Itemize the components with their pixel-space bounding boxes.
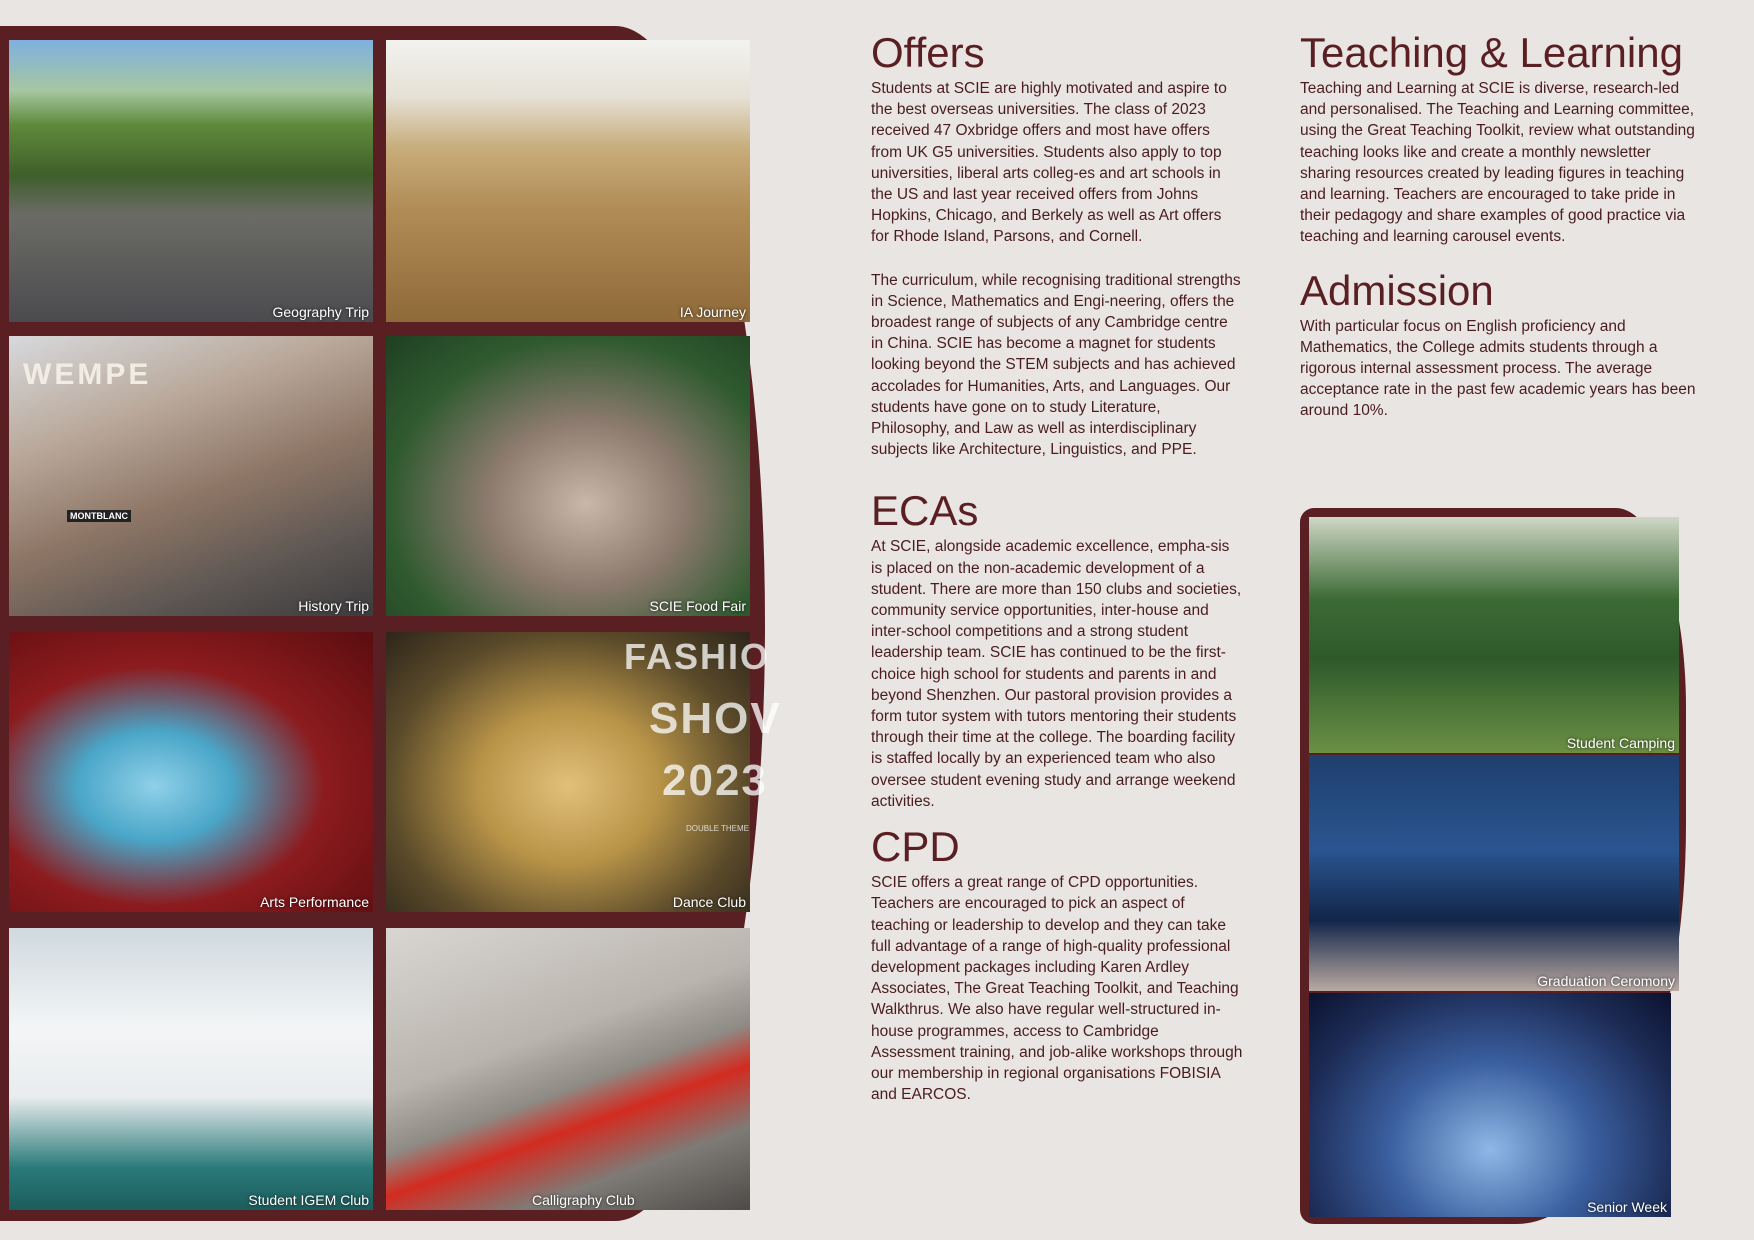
admission-paragraph: With particular focus on English proficiency and Mathematics, the College admits students through a rigorous internal assessment process. The average acceptance rate in the past few academic years has been around 10%.: [1300, 317, 1696, 420]
photo-caption: Senior Week: [1587, 1199, 1667, 1215]
ecas-heading: ECAs: [871, 487, 979, 535]
show-text: SHOV: [649, 694, 782, 743]
photo-calligraphy-club: [386, 928, 750, 1210]
photo-history-trip: [9, 336, 373, 616]
photo-geography-trip: [9, 40, 373, 322]
fashion-show-text: FASHIO: [624, 636, 771, 677]
photo-senior-week: [1309, 993, 1671, 1217]
photo-ia-journey: [386, 40, 750, 322]
photo-caption: Student Camping: [1566, 735, 1675, 751]
photo-caption: Graduation Ceromony: [1537, 973, 1675, 989]
photo-caption: SCIE Food Fair: [649, 598, 746, 614]
cpd-paragraph: SCIE offers a great range of CPD opportunities. Teachers are encouraged to pick an aspect of teaching or leadership to develop and they can take full advantage of a range of high-quality professional development packages including Karen Ardley Associates, The Great Teaching Toolkit, and Teaching Walkthrus. We also have regular well-structured in-house programmes, access to Cambridge Assessment training, and job-alike workshops through our membership in regional organisations FOBISIA and EARCOS.: [871, 874, 1243, 1104]
cpd-heading: CPD: [871, 823, 960, 871]
text-column-right: [1300, 28, 1700, 422]
photo-student-camping: [1309, 517, 1679, 753]
photo-caption: Geography Trip: [272, 304, 369, 320]
double-theme-text: DOUBLE THEME: [686, 824, 749, 833]
photo-caption: Calligraphy Club: [532, 1192, 635, 1208]
offers-paragraph-1: Students at SCIE are highly motivated and aspire to the best overseas universities. The class of 2023 received 47 Oxbridge offers and most have offers from UK G5 universities. Students also apply to top universities, liberal arts colleg-es and art schools in the US and last year received offers from Johns Hopkins, Chicago, and Berkely as well as Art offers for Rhode Island, Parsons, and Cornell.: [871, 80, 1227, 246]
photo-caption: Dance Club: [672, 894, 746, 910]
wempe-sign-text: WEMPE: [23, 358, 152, 391]
text-column-middle: [871, 28, 1243, 1105]
year-text: 2023: [662, 756, 768, 805]
photo-arts-performance: [9, 632, 373, 912]
teaching-learning-heading: Teaching & Learning: [1300, 29, 1683, 76]
offers-paragraph-2: The curriculum, while recognising traditional strengths in Science, Mathematics and Engi-neering, offers the broadest range of subjects of any Cambridge centre in China. SCIE has become a magnet for students looking beyond the STEM subjects and has achieved accolades for Humanities, Arts, and Languages. Our students have gone on to study Literature, Philosophy, and Law as well as interdisciplinary subjects like Architecture, Linguistics, and PPE.: [871, 271, 1241, 459]
admission-heading: Admission: [1300, 266, 1494, 314]
montblanc-sign-text: MONTBLANC: [67, 510, 131, 522]
photo-caption: IA Journey: [679, 304, 746, 320]
teaching-learning-paragraph: Teaching and Learning at SCIE is diverse, research-led and personalised. The Teaching and Learning committee, using the Great Teaching Toolkit, review what outstanding teaching looks like and create a monthly newsletter sharing resources created by leading figures in teaching and learning. Teachers are encouraged to take pride in their pedagogy and share examples of good practice via teaching and learning carousel events.: [1300, 80, 1695, 246]
offers-heading: Offers: [871, 29, 985, 76]
ecas-paragraph: At SCIE, alongside academic excellence, empha-sis is placed on the non-academic development of a student. There are more than 150 clubs and societies, community service opportunities, inter-house and inter-school competitions and a strong student leadership team. SCIE has continued to be the first-choice high school for students and parents in and beyond Shenzhen. Our pastoral provision provides a form tutor system with tutors mentoring their students through their time at the college. The boarding facility is staffed locally by an experienced team who also oversee student evening study and arrange weekend activities.: [871, 538, 1242, 810]
photo-caption: Student IGEM Club: [248, 1192, 369, 1208]
photo-student-igem-club: [9, 928, 373, 1210]
photo-caption: History Trip: [298, 598, 369, 614]
photo-dance-club: [386, 632, 782, 912]
photo-scie-food-fair: [386, 336, 750, 616]
photo-caption: Arts Performance: [260, 894, 369, 910]
photo-graduation-ceremony: [1309, 755, 1679, 991]
